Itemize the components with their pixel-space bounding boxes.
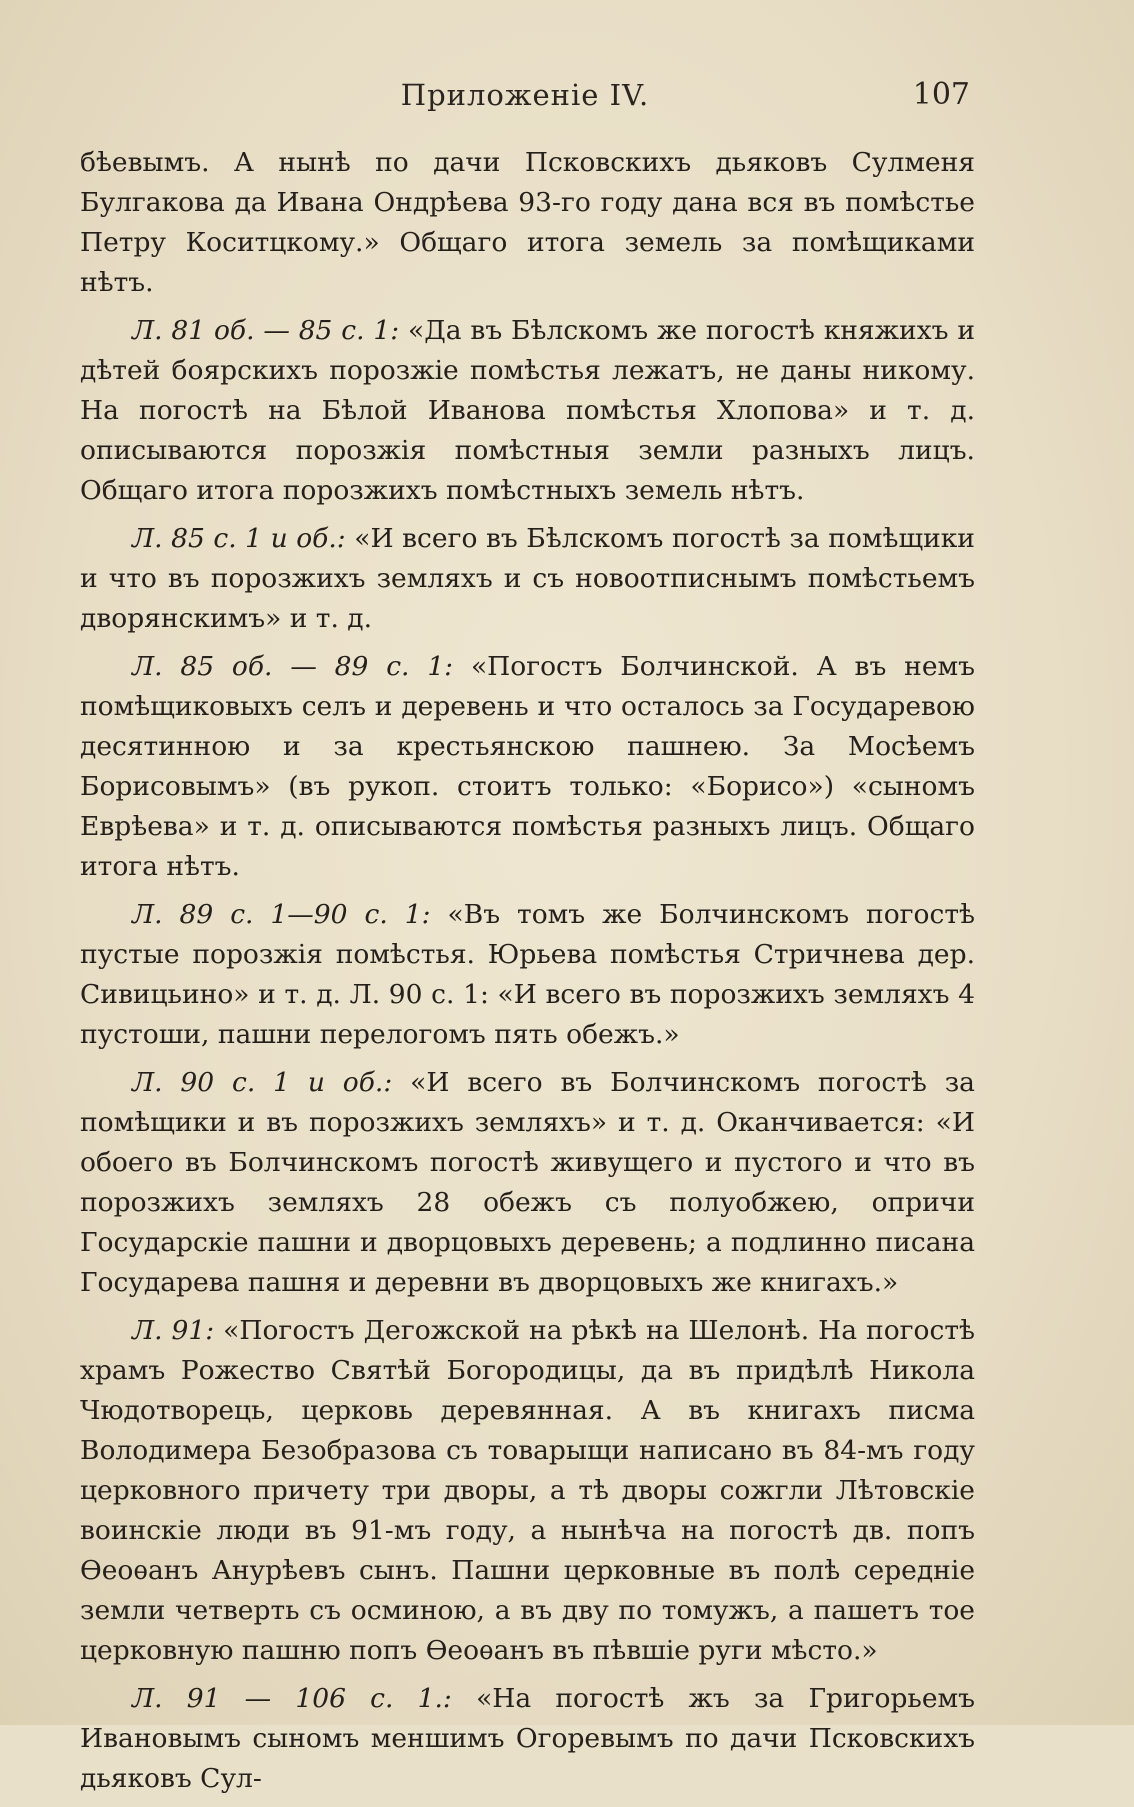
paragraph-text: «Погостъ Болчинской. А въ немъ помѣщиковыхъ селъ и деревень и что осталось за Государевою десятинною и за крестьянскою пашнею. За Мосѣемъ Борисовымъ» (въ рукоп. стоитъ только: «Борисо») «сыномъ Еврѣева» и т. д. описываются помѣстья разныхъ лицъ. Общаго итога нѣтъ. <box>80 651 975 882</box>
paragraph-text: бѣевымъ. А нынѣ по дачи Псковскихъ дьяковъ Сулменя Булгакова да Ивана Ондрѣева 93-го году дана вся въ помѣстье Петру Коситцкому.» Общаго итога земель за помѣщиками нѣтъ. <box>80 147 975 298</box>
folio-reference: Л. 91 — 106 с. 1.: <box>132 1683 452 1714</box>
paragraph-text: «На погостѣ жъ за Григорьемъ Ивановымъ сыномъ меншимъ Огоревымъ по дачи Псковскихъ дьяковъ Сул- <box>80 1683 975 1794</box>
body-text <box>80 143 975 1807</box>
paragraph <box>80 1311 975 1671</box>
folio-reference: Л. 90 с. 1 и об.: <box>132 1067 393 1098</box>
folio-reference: Л. 91: <box>132 1315 215 1346</box>
folio-reference: Л. 85 с. 1 и об.: <box>132 523 346 554</box>
running-head: Приложеніе IV. <box>400 78 650 112</box>
folio-reference: Л. 85 об. — 89 с. 1: <box>132 651 454 682</box>
paragraph <box>80 143 975 303</box>
paragraph <box>80 647 975 887</box>
paragraph-text: «Да въ Бѣлскомъ же погостѣ княжихъ и дѣтей боярскихъ порозжіе помѣстья лежатъ, не даны никому. На погостѣ на Бѣлой Иванова помѣстья Хлопова» и т. д. описываются порозжія помѣстныя земли разныхъ лицъ. Общаго итога порозжихъ помѣстныхъ земель нѣтъ. <box>80 315 976 506</box>
page-number: 107 <box>912 77 970 112</box>
paragraph-text: «И всего въ Бѣлскомъ погостѣ за помѣщики и что въ порозжихъ земляхъ и съ новоотписнымъ помѣстьемъ дворянскимъ» и т. д. <box>80 523 975 634</box>
paragraph-text: «Погостъ Дегожской на рѣкѣ на Шелонѣ. На погостѣ храмъ Рожество Святѣй Богородицы, да въ придѣлѣ Никола Чюдотворець, церковь деревянная. А въ книгахъ писма Володимера Безобразова съ товарыщи написано въ 84-мъ году церковного причету три дворы, а тѣ дворы сожгли Лѣтовскіе воинскіе люди въ 91-мъ году, а нынѣча на погостѣ дв. попъ Ѳеоѳанъ Анурѣевъ сынъ. Пашни церковные въ полѣ середніе земли четверть съ осминою, а въ дву по томужъ, а пашетъ тое церковную пашню попъ Ѳеоѳанъ въ пѣвшіе руги мѣсто.» <box>80 1315 975 1666</box>
paragraph <box>80 311 975 511</box>
paragraph <box>80 895 975 1055</box>
paragraph <box>80 1679 975 1799</box>
paragraph-text: «И всего въ Болчинскомъ погостѣ за помѣщики и въ порозжихъ земляхъ» и т. д. Оканчивается: «И обоего въ Болчинскомъ погостѣ живущего и пустого и что въ порозжихъ земляхъ 28 обежъ съ полуобжею, опричи Государскіе пашни и дворцовыхъ деревень; а подлинно писана Государева пашня и деревни въ дворцовыхъ же книгахъ.» <box>80 1067 975 1298</box>
folio-reference: Л. 81 об. — 85 с. 1: <box>132 315 400 346</box>
paragraph-text: «Въ томъ же Болчинскомъ погостѣ пустые порозжія помѣстья. Юрьева помѣстья Стричнева дер. Сивицьино» и т. д. Л. 90 с. 1: «И всего въ порозжихъ земляхъ 4 пустоши, пашни перелогомъ пять обежъ.» <box>80 899 975 1050</box>
paragraph <box>80 1063 975 1303</box>
page-header <box>80 78 970 118</box>
folio-reference: Л. 89 с. 1—90 с. 1: <box>132 899 431 930</box>
paragraph <box>80 519 975 639</box>
